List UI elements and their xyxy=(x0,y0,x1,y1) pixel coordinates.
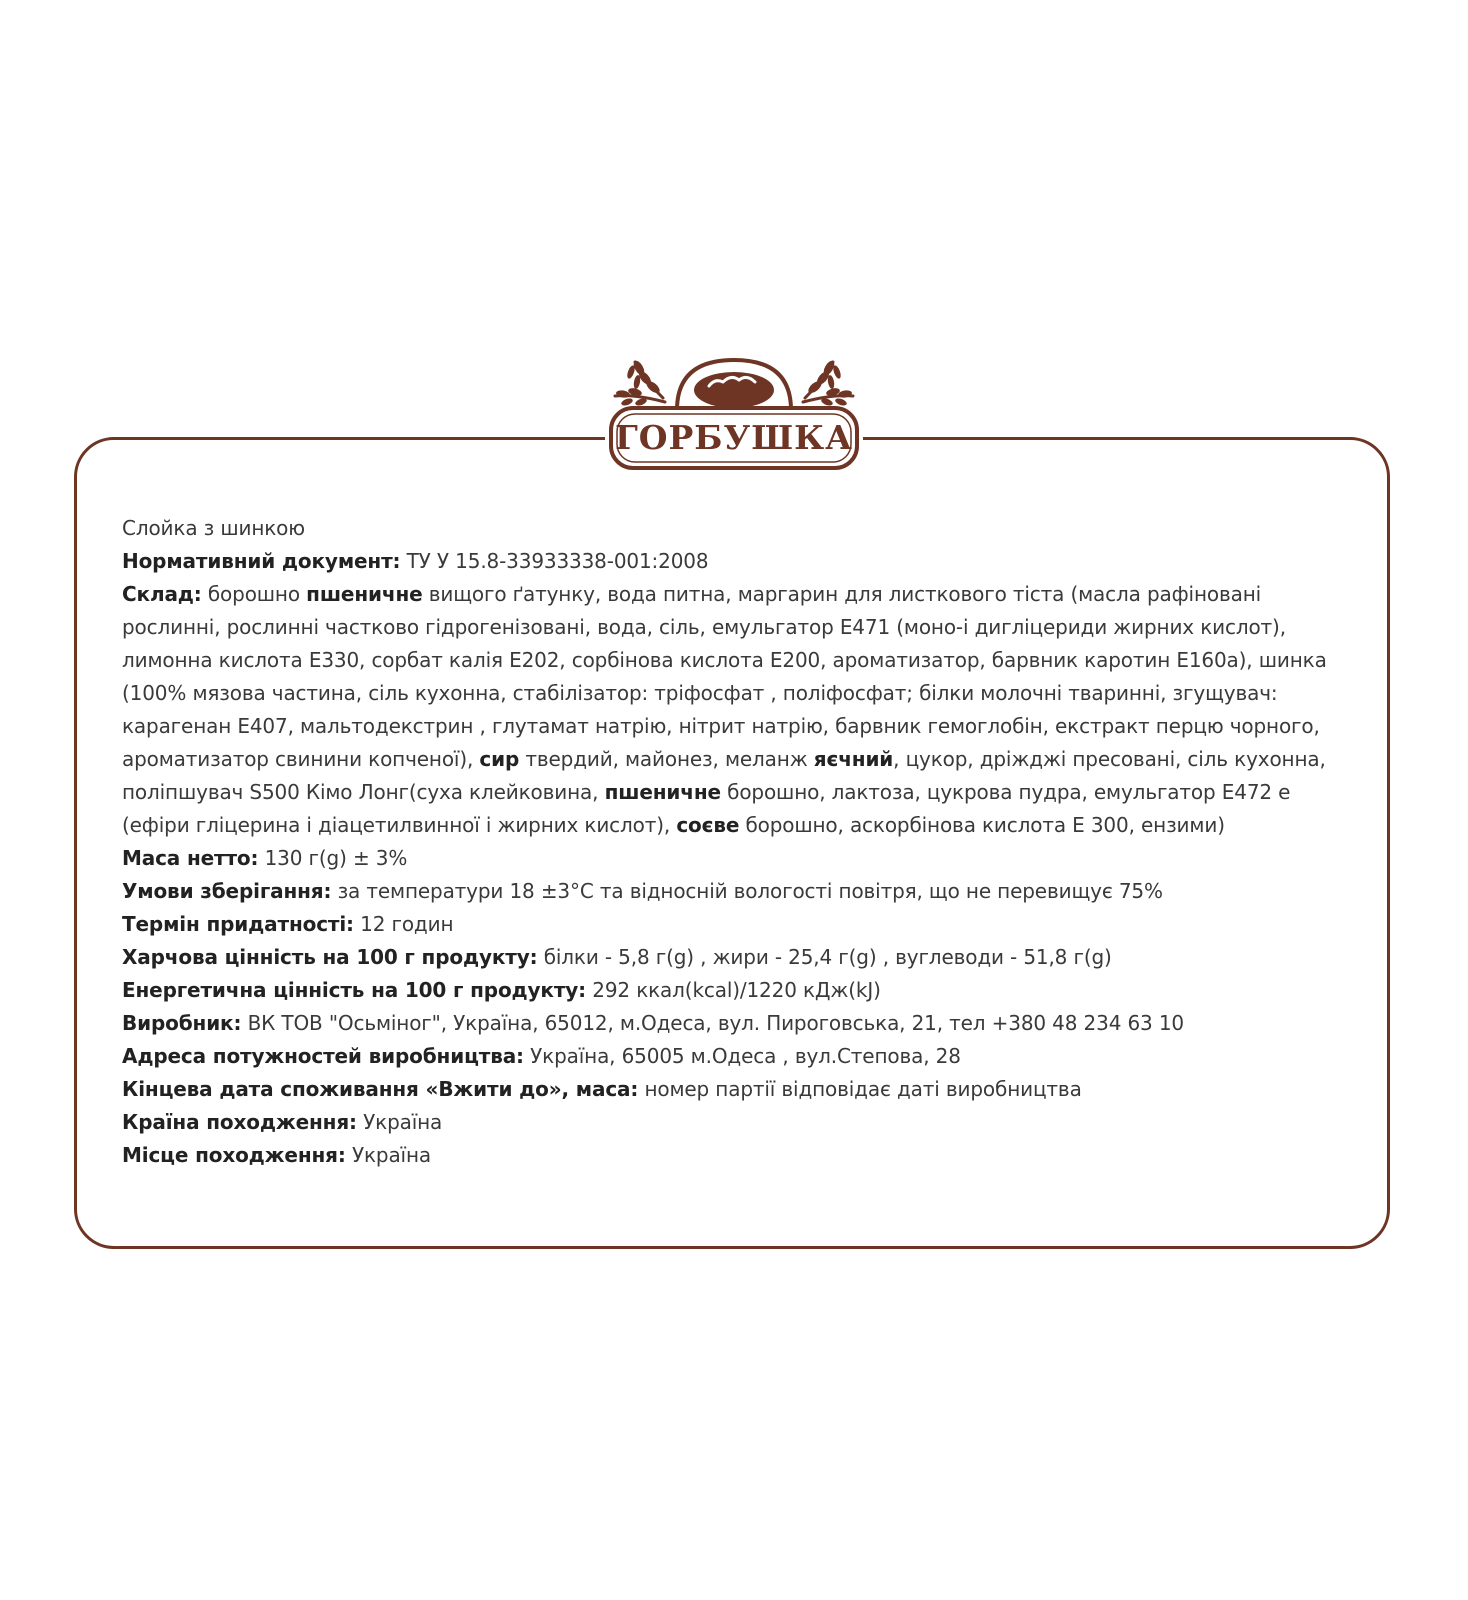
best-before-label: Кінцева дата споживання «Вжити до», маса: xyxy=(122,1077,639,1101)
storage-row xyxy=(122,875,1352,908)
country-row xyxy=(122,1106,1352,1139)
net-mass-row xyxy=(122,842,1352,875)
facility-row xyxy=(122,1040,1352,1073)
best-before-row xyxy=(122,1073,1352,1106)
energy-value: 292 ккал(kcal)/1220 кДж(kJ) xyxy=(592,978,881,1002)
normative-row xyxy=(122,545,1352,578)
manufacturer-value: ВК ТОВ "Осьміног", Україна, 65012, м.Одеса, вул. Пироговська, 21, тел +380 48 234 63 10 xyxy=(247,1011,1184,1035)
allergen-wheat: пшеничне xyxy=(306,582,423,606)
composition-text: борошно, аскорбінова кислота Е 300, ензими) xyxy=(739,813,1225,837)
allergen-soy: соєве xyxy=(676,813,740,837)
allergen-wheat: пшеничне xyxy=(604,780,721,804)
composition-text: вищого ґатунку, вода питна, маргарин для листкового тіста (масла рафіновані рослинні, рослинні частково гідрогенізовані, вода, сіль, емульгатор Е471 (моно-і дигліцериди жирних кислот), лимонна кислота Е330, сорбат калія Е202, сорбінова кислота Е200, ароматизатор, барвник каротин Е160а), шинка (100% мязова частина, сіль кухонна, стабілізатор: тріфосфат , поліфосфат; білки молочні тваринні, згущувач: карагенан Е407, мальтодекстрин , глутамат натрію, нітрит натрію, барвник гемоглобін, екстракт перцю чорного, ароматизатор свинини копченої), xyxy=(122,582,1327,771)
shelf-life-row xyxy=(122,908,1352,941)
allergen-cheese: сир xyxy=(479,747,520,771)
energy-row xyxy=(122,974,1352,1007)
composition-text: твердий, майонез, меланж xyxy=(519,747,814,771)
place-row xyxy=(122,1139,1352,1172)
country-value: Україна xyxy=(363,1110,443,1134)
product-name: Слойка з шинкою xyxy=(122,516,305,540)
allergen-egg: яєчний xyxy=(813,747,894,771)
place-label: Місце походження: xyxy=(122,1143,346,1167)
net-mass-label: Маса нетто: xyxy=(122,846,259,870)
composition-text: борошно, лактоза, цукрова пудра, емульгатор Е472 е (ефіри гліцерина і діацетилвинної і жирних кислот), xyxy=(122,780,1291,837)
normative-label: Нормативний документ: xyxy=(122,549,401,573)
energy-label: Енергетична цінність на 100 г продукту: xyxy=(122,978,587,1002)
normative-value: ТУ У 15.8-33933338-001:2008 xyxy=(406,549,709,573)
nutrition-label: Харчова цінність на 100 г продукту: xyxy=(122,945,538,969)
brand-logo xyxy=(605,350,863,486)
shelf-life-label: Термін придатності: xyxy=(122,912,354,936)
manufacturer-label: Виробник: xyxy=(122,1011,242,1035)
facility-label: Адреса потужностей виробництва: xyxy=(122,1044,524,1068)
shelf-life-value: 12 годин xyxy=(360,912,454,936)
storage-value: за температури 18 ±3°С та відносній вологості повітря, що не перевищує 75% xyxy=(337,879,1163,903)
facility-value: Україна, 65005 м.Одеса , вул.Степова, 28 xyxy=(530,1044,961,1068)
nutrition-row xyxy=(122,941,1352,974)
place-value: Україна xyxy=(351,1143,431,1167)
composition-row xyxy=(122,578,1352,842)
net-mass-value: 130 г(g) ± 3% xyxy=(264,846,408,870)
best-before-value: номер партії відповідає даті виробництва xyxy=(644,1077,1082,1101)
manufacturer-row xyxy=(122,1007,1352,1040)
composition-label: Склад: xyxy=(122,582,202,606)
country-label: Країна походження: xyxy=(122,1110,357,1134)
logo-text: ГОРБУШКА xyxy=(614,418,854,457)
composition-text: борошно xyxy=(207,582,307,606)
storage-label: Умови зберігання: xyxy=(122,879,332,903)
nutrition-value: білки - 5,8 г(g) , жири - 25,4 г(g) , вуглеводи - 51,8 г(g) xyxy=(543,945,1112,969)
product-info xyxy=(122,512,1352,1172)
composition-text: , цукор, дріжджі пресовані, сіль кухонна, поліпшувач S500 Кімо Лонг(суха клейковина, xyxy=(122,747,1326,804)
